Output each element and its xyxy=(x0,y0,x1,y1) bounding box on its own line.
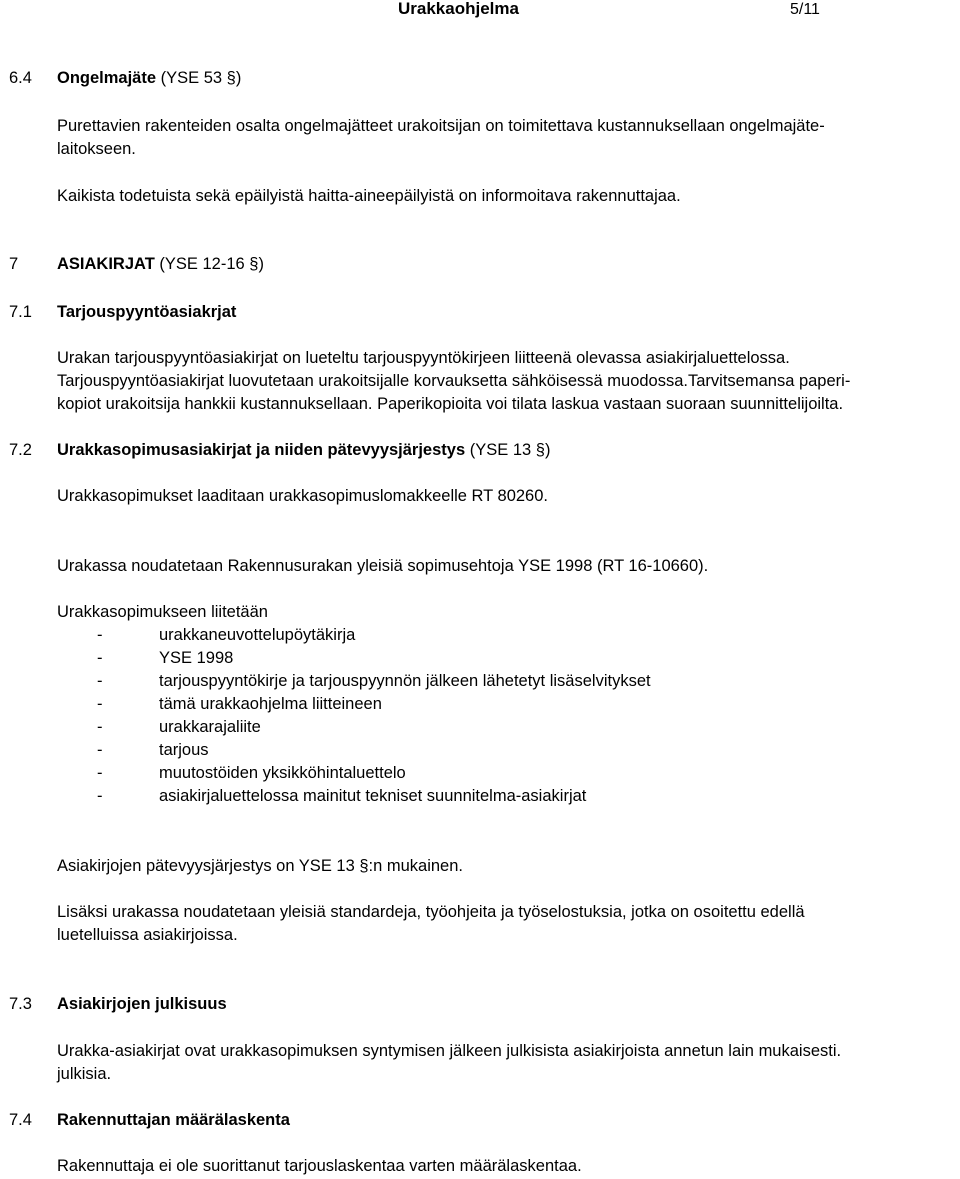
list-item-text: asiakirjaluettelossa mainitut tekniset suunnitelma-asiakirjat xyxy=(159,787,587,805)
section-7-2-number: 7.2 xyxy=(9,441,32,459)
list-item-text: tämä urakkaohjelma liitteineen xyxy=(159,695,382,713)
section-7-number: 7 xyxy=(9,255,19,273)
list-item-text: tarjous xyxy=(159,741,209,759)
section-7-ref: (YSE 12-16 §) xyxy=(159,255,264,273)
document-title: Urakkaohjelma xyxy=(398,0,519,18)
section-6-4-ref: (YSE 53 §) xyxy=(160,69,242,87)
section-7-title: ASIAKIRJAT xyxy=(57,255,155,273)
list-item-text: muutostöiden yksikköhintaluettelo xyxy=(159,764,406,782)
list-bullet: - xyxy=(97,695,103,713)
s72-list-intro: Urakkasopimukseen liitetään xyxy=(57,603,268,621)
s73-line2: julkisia. xyxy=(57,1065,112,1083)
section-7-2-heading xyxy=(57,442,550,459)
section-6-4-heading xyxy=(57,70,241,87)
section-7-1-number: 7.1 xyxy=(9,303,32,321)
list-item-text: urakkaneuvottelupöytäkirja xyxy=(159,626,356,644)
s71-line1: Urakan tarjouspyyntöasiakirjat on lueteltu tarjouspyyntökirjeen liitteenä olevassa asiakirjaluettelossa. xyxy=(57,349,790,367)
section-7-3-number: 7.3 xyxy=(9,995,32,1013)
s72-p2: Urakassa noudatetaan Rakennusurakan yleisiä sopimusehtoja YSE 1998 (RT 16-10660). xyxy=(57,557,709,575)
list-bullet: - xyxy=(97,649,103,667)
list-bullet: - xyxy=(97,672,103,690)
section-6-4-number: 6.4 xyxy=(9,69,32,87)
list-item-text: urakkarajaliite xyxy=(159,718,261,736)
section-7-1-title: Tarjouspyyntöasiakrjat xyxy=(57,303,237,321)
s72-p4-line1: Lisäksi urakassa noudatetaan yleisiä standardeja, työohjeita ja työselostuksia, jotka on osoitettu edellä xyxy=(57,903,805,921)
section-7-2-title: Urakkasopimusasiakirjat ja niiden pätevyysjärjestys xyxy=(57,441,466,459)
list-bullet: - xyxy=(97,626,103,644)
list-bullet: - xyxy=(97,741,103,759)
s73-line1: Urakka-asiakirjat ovat urakkasopimuksen syntymisen jälkeen julkisista asiakirjoista annetun lain mukaisesti. xyxy=(57,1042,842,1060)
s72-p1: Urakkasopimukset laaditaan urakkasopimuslomakkeelle RT 80260. xyxy=(57,487,548,505)
s64-p2: Kaikista todetuista sekä epäilyistä haitta-aineepäilyistä on informoitava rakennuttajaa. xyxy=(57,187,681,205)
s64-p1-line1: Purettavien rakenteiden osalta ongelmajätteet urakoitsijan on toimitettava kustannuksellaan ongelmajäte- xyxy=(57,117,825,135)
section-7-2-ref: (YSE 13 §) xyxy=(469,441,551,459)
s71-line3: kopiot urakoitsija hankkii kustannuksellaan. Paperikopioita voi tilata laskua vastaan suoraan suunnittelijoilta. xyxy=(57,395,844,413)
s74-p1: Rakennuttaja ei ole suorittanut tarjouslaskentaa varten määrälaskentaa. xyxy=(57,1157,582,1175)
s71-line2: Tarjouspyyntöasiakirjat luovutetaan urakoitsijalle korvauksetta sähköisessä muodossa.Tarvitsemansa paperi- xyxy=(57,372,851,390)
list-bullet: - xyxy=(97,764,103,782)
s64-p1-line2: laitokseen. xyxy=(57,140,136,158)
s72-p3: Asiakirjojen pätevyysjärjestys on YSE 13 §:n mukainen. xyxy=(57,857,463,875)
section-6-4-title: Ongelmajäte xyxy=(57,69,157,87)
s72-p4-line2: luetelluissa asiakirjoissa. xyxy=(57,926,238,944)
list-bullet: - xyxy=(97,787,103,805)
section-7-3-title: Asiakirjojen julkisuus xyxy=(57,995,227,1013)
section-7-4-title: Rakennuttajan määrälaskenta xyxy=(57,1111,290,1129)
section-7-4-number: 7.4 xyxy=(9,1111,32,1129)
list-item-text: YSE 1998 xyxy=(159,649,234,667)
section-7-heading xyxy=(57,256,264,273)
list-item-text: tarjouspyyntökirje ja tarjouspyynnön jälkeen lähetetyt lisäselvitykset xyxy=(159,672,651,690)
list-bullet: - xyxy=(97,718,103,736)
page-number: 5/11 xyxy=(790,1,820,18)
